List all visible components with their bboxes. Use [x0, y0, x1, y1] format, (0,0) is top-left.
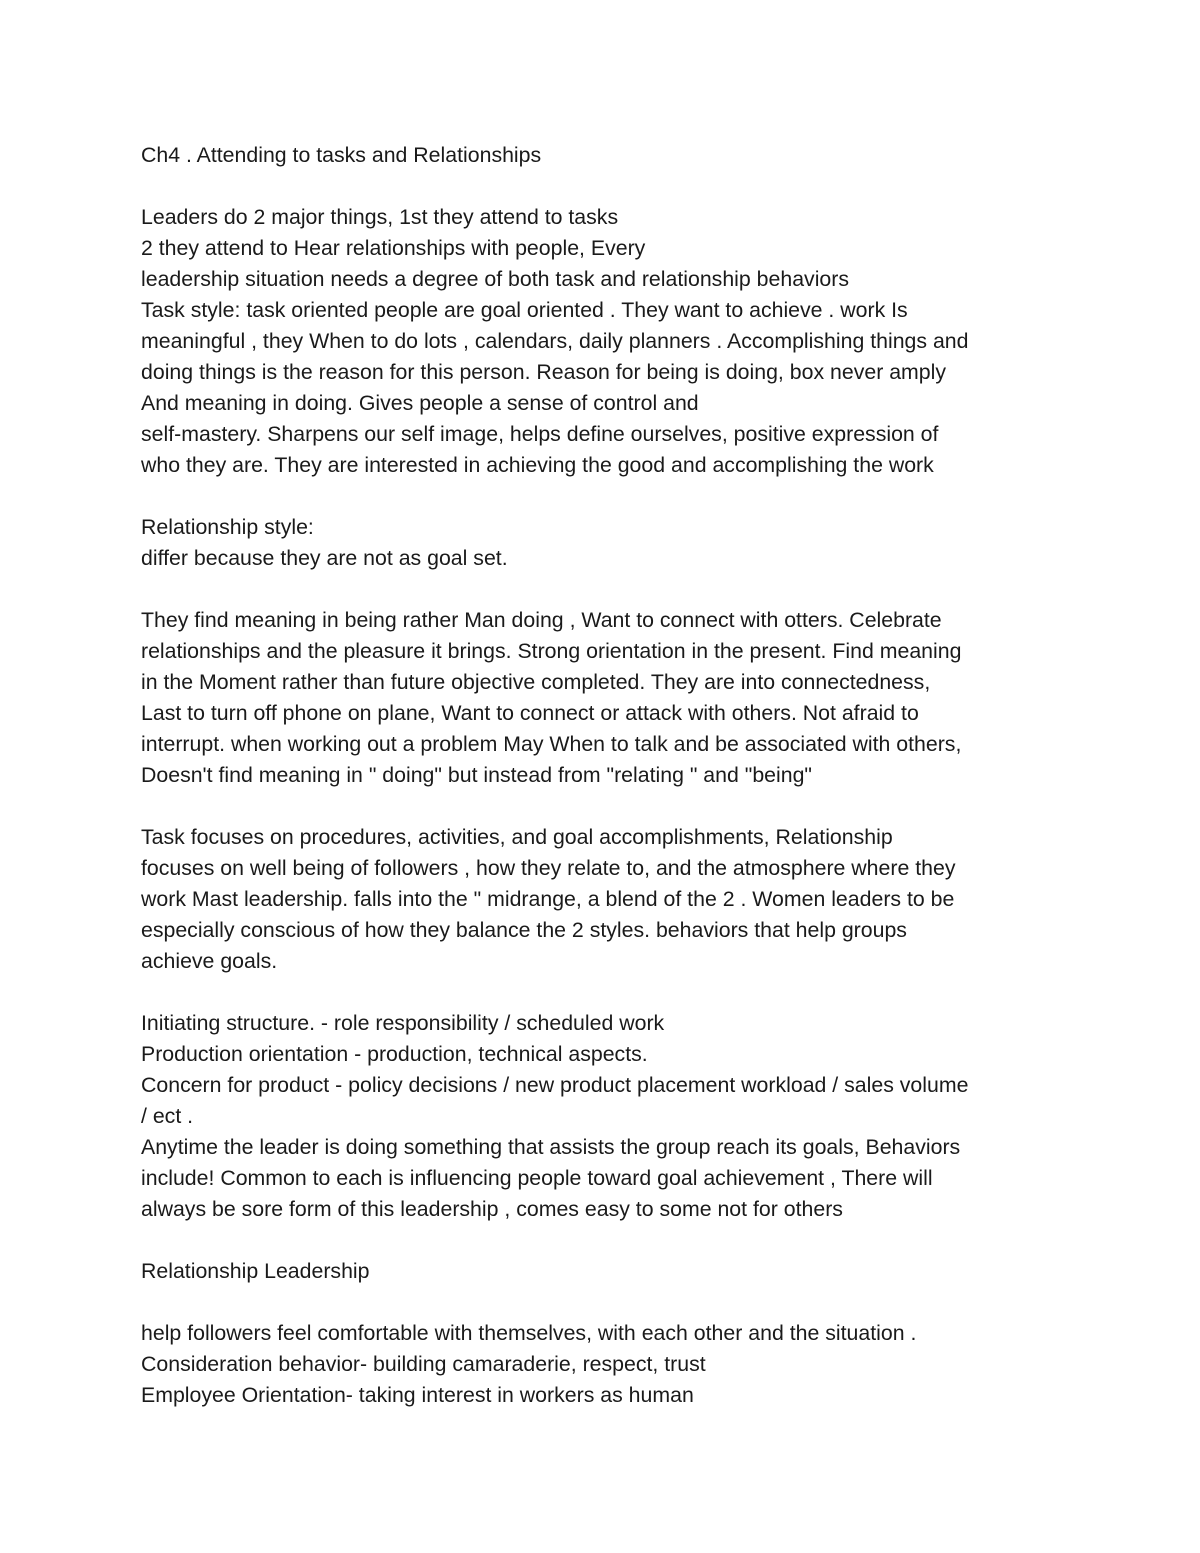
- text-line: And meaning in doing. Gives people a sense of control and: [141, 391, 699, 415]
- text-line: work Mast leadership. falls into the " midrange, a blend of the 2 . Women leaders to be: [141, 887, 955, 911]
- text-line: always be sore form of this leadership , comes easy to some not for others: [141, 1197, 843, 1221]
- text-line: Doesn't find meaning in " doing" but instead from "relating " and "being": [141, 763, 812, 787]
- text-line: doing things is the reason for this person. Reason for being is doing, box never amply: [141, 360, 947, 384]
- text-line: especially conscious of how they balance the 2 styles. behaviors that help groups: [141, 918, 907, 942]
- intro-paragraph: [141, 202, 1071, 481]
- text-line: Employee Orientation- taking interest in workers as human: [141, 1383, 694, 1407]
- text-line: / ect .: [141, 1104, 194, 1128]
- document-body: [141, 140, 1071, 1411]
- text-line: They find meaning in being rather Man doing , Want to connect with otters. Celebrate: [141, 608, 942, 632]
- section-heading: Relationship Leadership: [141, 1259, 370, 1283]
- text-line: achieve goals.: [141, 949, 278, 973]
- text-line: include! Common to each is influencing people toward goal achievement , There will: [141, 1166, 933, 1190]
- text-line: Leaders do 2 major things, 1st they attend to tasks: [141, 205, 619, 229]
- text-line: Concern for product - policy decisions / new product placement workload / sales volume: [141, 1073, 969, 1097]
- spacer: [141, 1287, 1071, 1318]
- text-line: in the Moment rather than future objective completed. They are into connectedness,: [141, 670, 931, 694]
- text-line: Last to turn off phone on plane, Want to connect or attack with others. Not afraid to: [141, 701, 919, 725]
- document-title: Ch4 . Attending to tasks and Relationships: [141, 143, 542, 167]
- text-line: Anytime the leader is doing something that assists the group reach its goals, Behaviors: [141, 1135, 961, 1159]
- text-line: leadership situation needs a degree of both task and relationship behaviors: [141, 267, 850, 291]
- spacer: [141, 574, 1071, 605]
- text-line: relationships and the pleasure it brings. Strong orientation in the present. Find meaning: [141, 639, 962, 663]
- relationship-body-paragraph: [141, 605, 1071, 791]
- text-line: Production orientation - production, technical aspects.: [141, 1042, 648, 1066]
- spacer: [141, 481, 1071, 512]
- text-line: Task style: task oriented people are goal oriented . They want to achieve . work Is: [141, 298, 908, 322]
- text-line: focuses on well being of followers , how they relate to, and the atmosphere where they: [141, 856, 956, 880]
- task-focus-paragraph: [141, 822, 1071, 977]
- text-line: Task focuses on procedures, activities, and goal accomplishments, Relationship: [141, 825, 893, 849]
- text-line: 2 they attend to Hear relationships with people, Every: [141, 236, 646, 260]
- text-line: Consideration behavior- building camaraderie, respect, trust: [141, 1352, 706, 1376]
- text-line: interrupt. when working out a problem May When to talk and be associated with others,: [141, 732, 962, 756]
- task-behaviors-paragraph: [141, 1008, 1071, 1225]
- text-line: self-mastery. Sharpens our self image, helps define ourselves, positive expression of: [141, 422, 939, 446]
- spacer: [141, 791, 1071, 822]
- text-line: Initiating structure. - role responsibility / scheduled work: [141, 1011, 665, 1035]
- text-line: who they are. They are interested in achieving the good and accomplishing the work: [141, 453, 934, 477]
- relationship-leadership-paragraph: [141, 1318, 1071, 1411]
- spacer: [141, 1225, 1071, 1256]
- text-line: help followers feel comfortable with themselves, with each other and the situation .: [141, 1321, 917, 1345]
- spacer: [141, 171, 1071, 202]
- section-heading: Relationship style:: [141, 515, 314, 539]
- text-line: differ because they are not as goal set.: [141, 546, 508, 570]
- text-line: meaningful , they When to do lots , calendars, daily planners . Accomplishing things and: [141, 329, 969, 353]
- spacer: [141, 977, 1071, 1008]
- relationship-style-section: [141, 512, 1071, 574]
